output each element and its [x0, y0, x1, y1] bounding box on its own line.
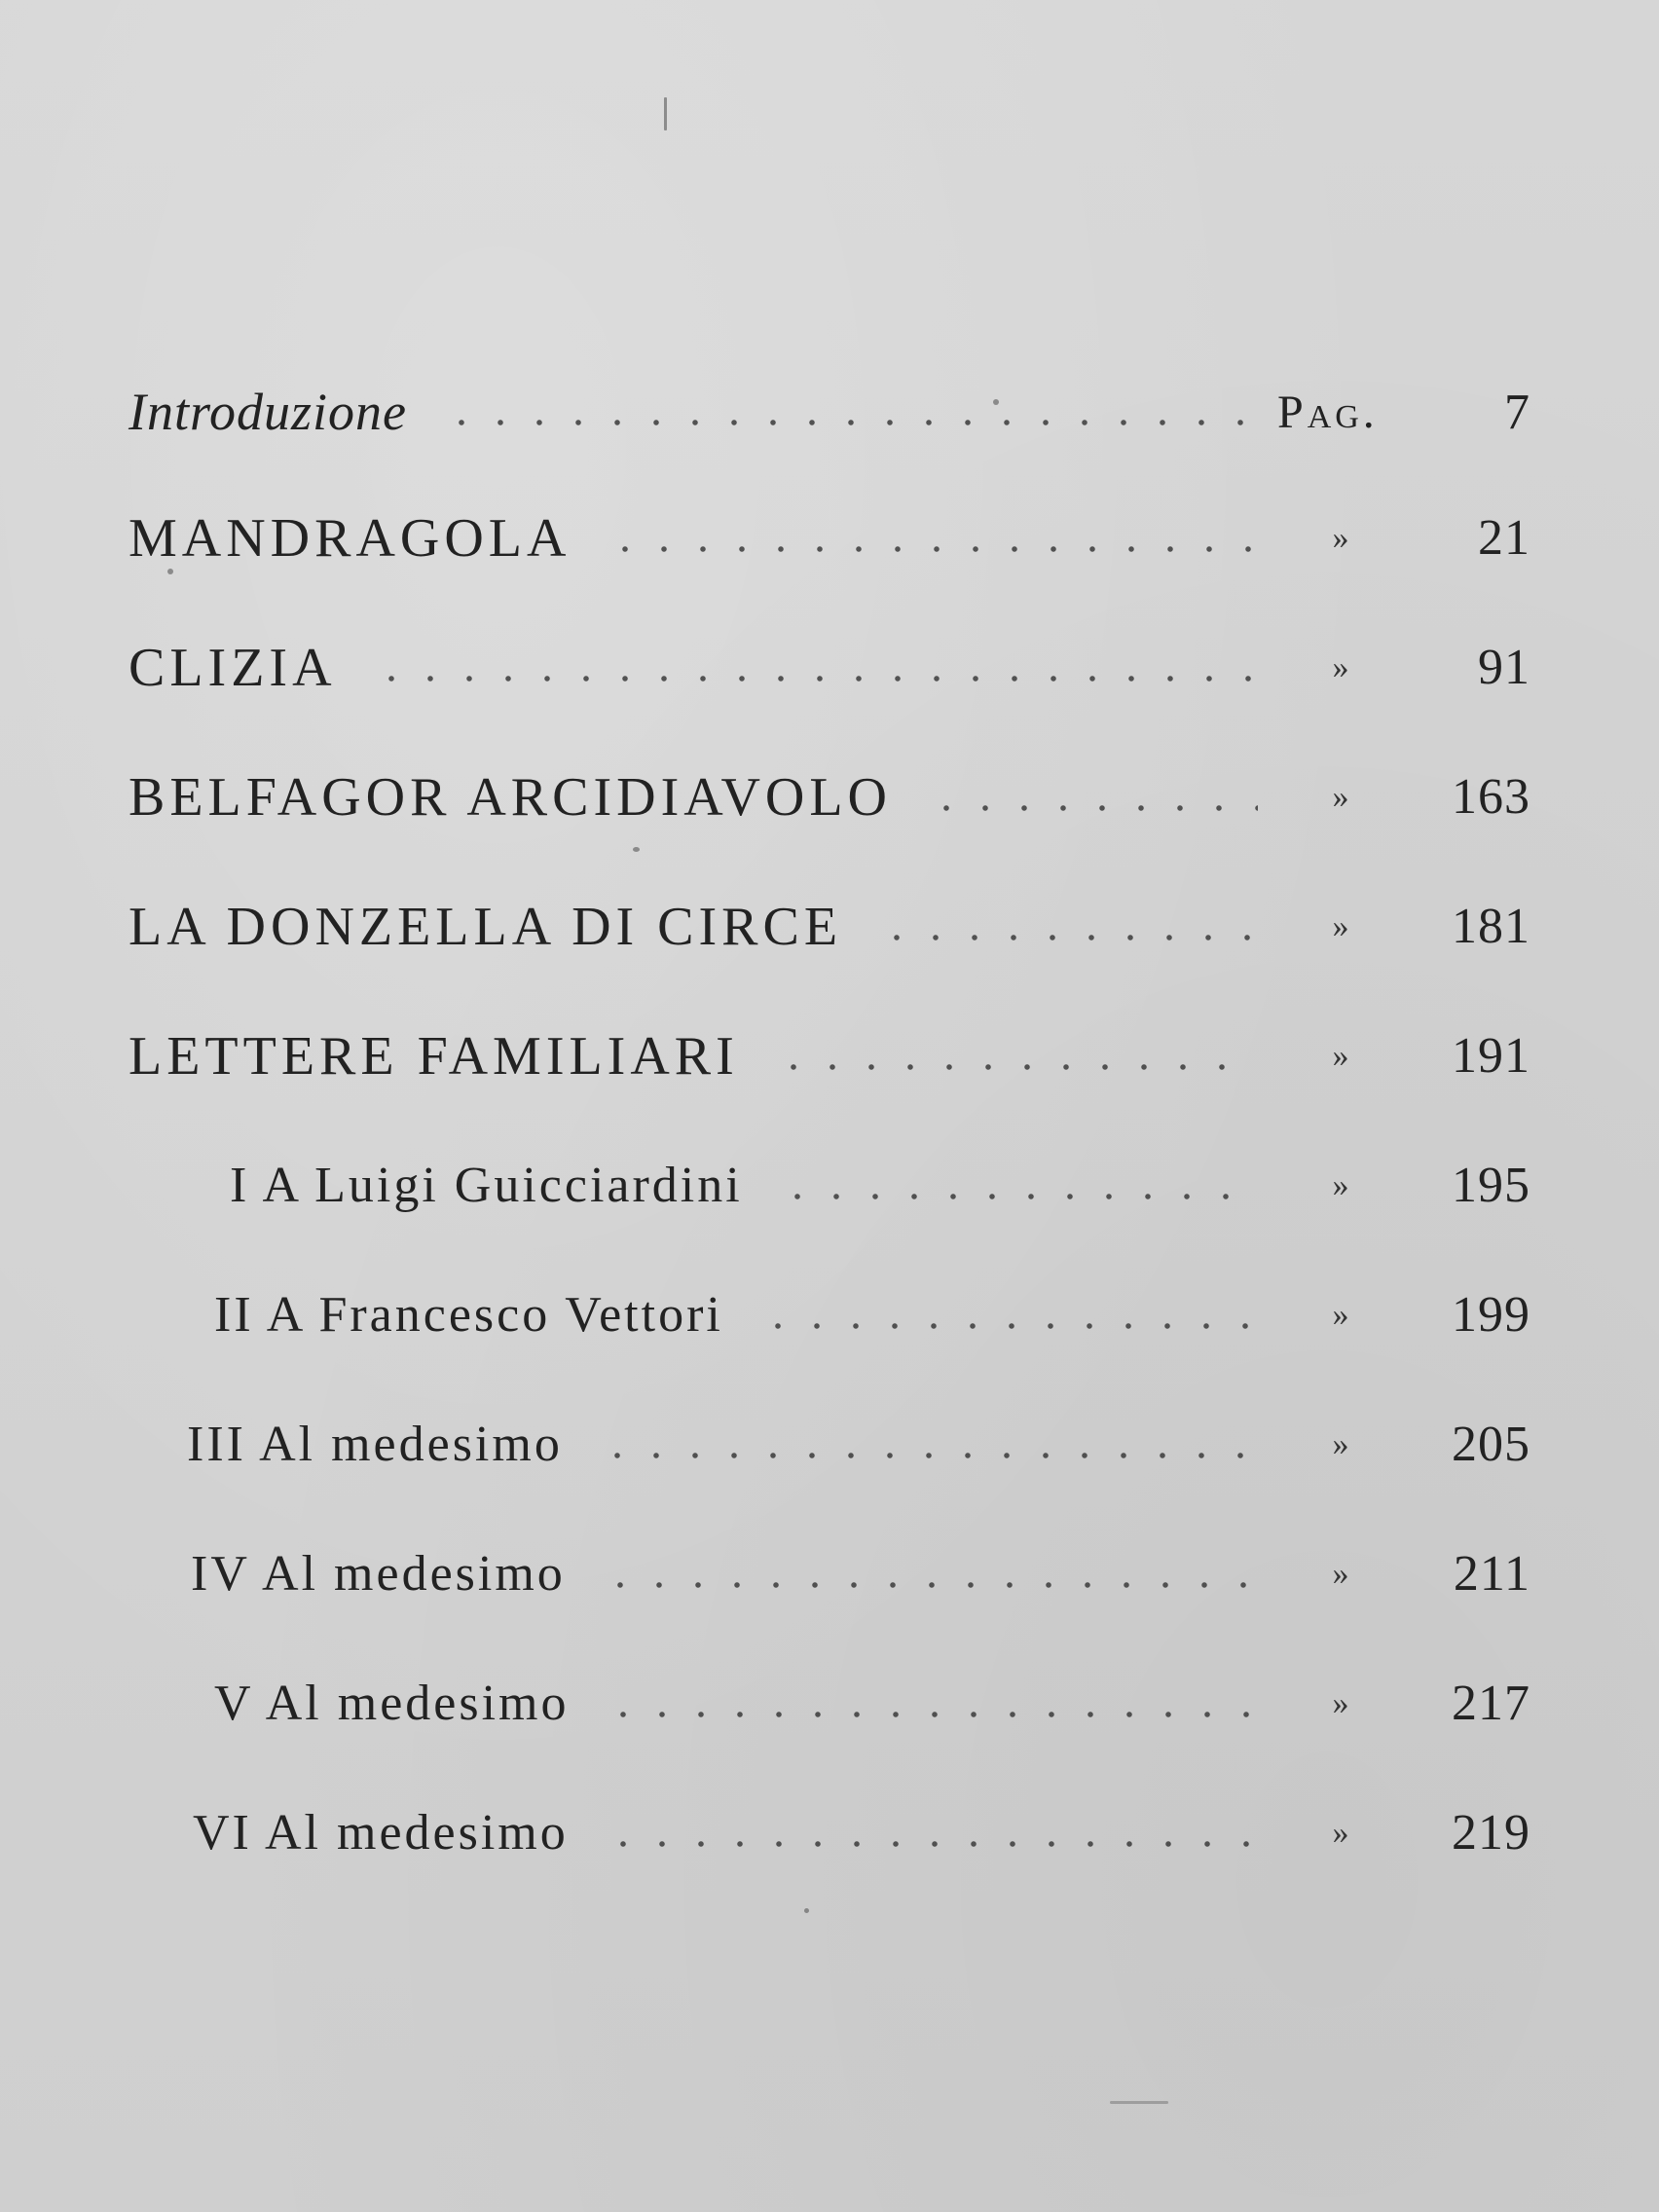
toc-entry-page: 21 — [1478, 510, 1530, 566]
toc-entry-page: 211 — [1453, 1546, 1530, 1602]
toc-entry — [129, 732, 1530, 862]
dot-leader — [877, 934, 1258, 941]
ditto-mark: » — [1332, 1555, 1349, 1592]
dot-leader — [601, 1581, 1258, 1589]
toc-entry-page: 7 — [1504, 384, 1530, 440]
toc-entry — [129, 1639, 1530, 1768]
toc-entry — [129, 1250, 1530, 1380]
dot-leader — [927, 804, 1258, 812]
toc-entry-title: I A Luigi Guicciardini — [230, 1158, 743, 1213]
toc-entry — [129, 991, 1530, 1121]
toc-entry-title: LETTERE FAMILIARI — [129, 1025, 739, 1087]
paper-speck — [664, 97, 667, 130]
toc-entry — [129, 350, 1530, 473]
ditto-mark: » — [1332, 778, 1349, 815]
toc-entry — [129, 1380, 1530, 1509]
toc-entry-page: 195 — [1452, 1158, 1530, 1213]
ditto-mark: » — [1332, 1425, 1349, 1462]
dot-leader — [372, 675, 1258, 682]
toc-entry-title: Introduzione — [129, 383, 407, 441]
dot-leader — [758, 1322, 1258, 1330]
dot-leader — [604, 1711, 1258, 1718]
toc-entry-page: 191 — [1452, 1028, 1530, 1084]
ditto-mark: » — [1332, 1037, 1349, 1074]
ditto-mark: » — [1332, 519, 1349, 556]
dot-leader — [604, 1840, 1258, 1848]
toc-entry — [129, 603, 1530, 732]
toc-entry-title: V Al medesimo — [214, 1676, 570, 1731]
toc-entry-title: IV Al medesimo — [191, 1546, 566, 1602]
toc-entry — [129, 862, 1530, 991]
ditto-mark: » — [1332, 1814, 1349, 1851]
toc-entry-title: MANDRAGOLA — [129, 507, 571, 569]
toc-entry-page: 199 — [1452, 1287, 1530, 1343]
toc-entry-title: II A Francesco Vettori — [214, 1287, 723, 1343]
dot-leader — [774, 1063, 1258, 1071]
dot-leader — [598, 1452, 1258, 1459]
toc-entry-page: 181 — [1452, 899, 1530, 954]
toc-entry-page: 205 — [1452, 1417, 1530, 1472]
toc-entry-page: 91 — [1478, 640, 1530, 695]
paper-speck — [804, 1908, 809, 1913]
dot-leader — [778, 1193, 1258, 1200]
table-of-contents — [129, 350, 1530, 1898]
ditto-mark: » — [1332, 1166, 1349, 1203]
page-label: Pag. — [1277, 386, 1379, 438]
paper-speck — [1110, 2101, 1168, 2104]
toc-entry-title: VI Al medesimo — [193, 1805, 569, 1861]
toc-entry — [129, 1121, 1530, 1250]
toc-entry-page: 219 — [1452, 1805, 1530, 1861]
toc-entry-title: LA DONZELLA DI CIRCE — [129, 896, 843, 957]
dot-leader — [442, 419, 1258, 426]
toc-entry-page: 163 — [1452, 769, 1530, 825]
toc-entry-page: 217 — [1452, 1676, 1530, 1731]
dot-leader — [606, 545, 1258, 553]
ditto-mark: » — [1332, 1296, 1349, 1333]
ditto-mark: » — [1332, 907, 1349, 944]
ditto-mark: » — [1332, 1684, 1349, 1721]
toc-entry-title: III Al medesimo — [187, 1417, 563, 1472]
toc-entry — [129, 1509, 1530, 1639]
ditto-mark: » — [1332, 648, 1349, 685]
toc-entry — [129, 473, 1530, 603]
toc-entry-title: BELFAGOR ARCIDIAVOLO — [129, 766, 892, 828]
toc-entry — [129, 1768, 1530, 1898]
toc-entry-title: CLIZIA — [129, 637, 337, 698]
